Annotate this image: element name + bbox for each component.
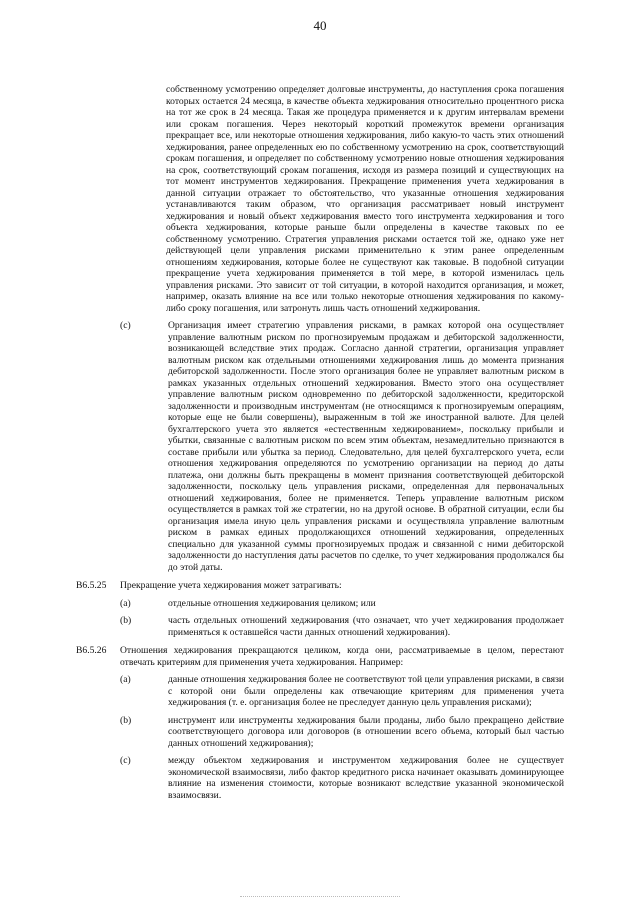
list-item-label: (b) [120, 714, 132, 726]
section-number: B6.5.26 [76, 645, 107, 656]
list-item-25b [76, 615, 564, 638]
section-text: Отношения хеджирования прекращаются целиком, когда они, рассматриваемые в целом, перестают отвечать критериям для применения учета хеджирования. Например: [120, 645, 564, 668]
list-item-label: (a) [120, 597, 131, 609]
page-content [76, 84, 564, 801]
scan-footer-line [240, 896, 400, 897]
list-item-text: инструмент или инструменты хеджирования были проданы, либо было прекращено действие соответствующего договора или договоров (в отношении всего объема, который был частью данных отношений хеджирования); [168, 714, 564, 749]
list-item-label: (a) [120, 674, 131, 685]
list-item-26c [76, 755, 564, 801]
intro-continuation-paragraph: собственному усмотрению определяет долговые инструменты, до наступления срока погашения которых остается 24 месяца, в качестве объекта хеджирования относительно процентного риска на тот же срок в 24 месяца. Такая же процедура применяется и к другим интервалам времени или срокам погашения. Через некоторый короткий промежуток времени организация прекращает все, или некоторые отношения хеджирования, либо какую-то часть этих отношений хеджирования, ранее определенных ею по собственному усмотрению на срок, соответствующий срокам погашения, и определяет по собственному усмотрению новые отношения хеджирования на срок, соответствующий срокам погашения, исходя из размера позиций и существующих на тот момент инструментов хеджирования. Прекращение применения учета хеджирования в данной ситуации отражает то обстоятельство, что указанные отношения хеджирования устанавливаются таким образом, что организация рассматривает новый инструмент хеджирования и новый объект хеджирования вместо того инструмента хеджирования и того объекта хеджирования, которые раньше были определены в качестве таковых по ее собственному усмотрению. Стратегия управления рисками остается той же, однако уже нет действующей цели управления рисками применительно к этим ранее определенным отношениям хеджирования, которые более не существуют как таковые. В подобной ситуации прекращение учета хеджирования применяется в той мере, в которой изменилась цель управления рисками. Это зависит от той ситуации, в которой находится организация, и может, например, оказать влияние на все или только некоторые отношения хеджирования по какому-либо сроку погашения, или затронуть лишь часть отношений хеджирования. [166, 84, 564, 314]
list-item-label: (c) [120, 755, 131, 766]
section-number: B6.5.25 [76, 580, 107, 591]
list-item-text: между объектом хеджирования и инструментом хеджирования более не существует экономической взаимосвязи, либо фактор кредитного риска начинает оказывать доминирующее влияние на изменения стоимости, которые возникают вследствие указанной экономической взаимосвязи. [168, 755, 564, 801]
list-item-text: отдельные отношения хеджирования целиком; или [168, 597, 376, 609]
section-text: Прекращение учета хеджирования может затрагивать: [120, 580, 342, 591]
list-item-c1 [76, 320, 564, 573]
list-item-label: (c) [120, 320, 131, 331]
list-item-label: (b) [120, 615, 132, 626]
list-item-text: данные отношения хеджирования более не соответствуют той цели управления рисками, в связи с которой они были определены как отвечающие критериям для применения учета хеджирования (т. е. организация более не преследует данную цель управления рисками); [168, 674, 564, 708]
list-item-26b [76, 715, 564, 750]
list-item-text: Организация имеет стратегию управления рисками, в рамках которой она осуществляет управление валютным риском по прогнозируемым продажам и дебиторской задолженности, возникающей вследствие этих продаж. Согласно данной стратегии, организация управляет валютным риском как отдельными отношениями хеджирования лишь до момента признания дебиторской задолженности. После этого организация более не управляет валютным риском в рамках указанных отдельных отношений хеджирования. Вместо этого она осуществляет управление валютным риском одновременно по дебиторской задолженности, кредиторской задолженности и производным инструментам (не относящимся к прогнозируемым операциям, которые еще не были совершены), выраженным в той же иностранной валюте. Для целей бухгалтерского учета это является «естественным хеджированием», поскольку прибыли и убытки, связанные с валютным риском по всем этим объектам, незамедлительно признаются в составе прибыли или убытка за период. Следовательно, для целей бухгалтерского учета, если отношения хеджирования определяются по усмотрению организации на период до даты платежа, они должны быть прекращены в момент признания соответствующей дебиторской задолженности, поскольку цель управления рисками, определенная для первоначальных отношений хеджирования, более не применяется. Теперь управление валютным риском осуществляется в рамках той же стратегии, но на другой основе. В обратной ситуации, если бы организация имела иную цель управления рисками и осуществляла управление валютным риском в рамках единых продолжающихся отношений хеджирования, определенных специально для указанной суммы прогнозируемых продаж и связанной с ними дебиторской задолженности до наступления даты расчетов по сделке, то учет хеджирования продолжался бы до этой даты. [168, 320, 564, 573]
section-b6-5-26 [76, 645, 564, 668]
page-number: 40 [313, 18, 327, 33]
list-item-text: часть отдельных отношений хеджирования (что означает, что учет хеджирования продолжает применяться к оставшейся части данных отношений хеджирования). [168, 615, 564, 638]
list-item-25a [76, 598, 564, 610]
section-b6-5-25 [76, 580, 564, 592]
list-item-26a [76, 674, 564, 709]
